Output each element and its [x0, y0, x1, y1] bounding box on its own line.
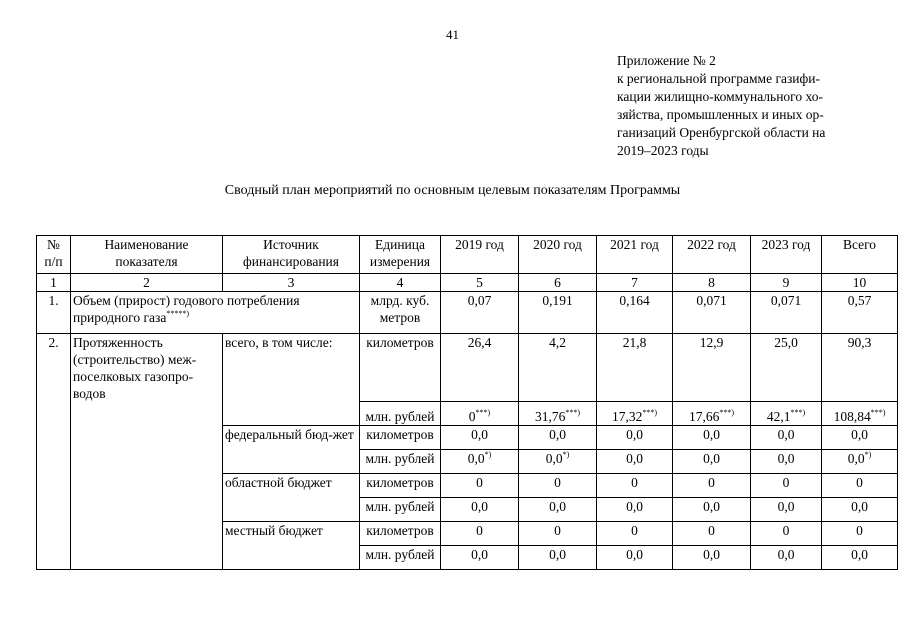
- cell-value: 0: [468, 409, 476, 424]
- value-total: 0,57: [822, 292, 898, 334]
- value-2019: [441, 334, 519, 402]
- footnote-mark: ***): [642, 408, 658, 417]
- table-row-pipeline-km: [37, 334, 898, 402]
- header-2022: 2022 год: [673, 236, 751, 274]
- cell-value: 0: [708, 523, 715, 538]
- unit-cell: млн. рублей: [360, 402, 441, 426]
- value-2022: [673, 334, 751, 402]
- funding-source: местный бюджет: [223, 522, 360, 570]
- value-2023: [751, 334, 822, 402]
- col-number: 2: [71, 274, 223, 292]
- value-total: [822, 426, 898, 450]
- value-total: [822, 402, 898, 426]
- unit-cell: километров: [360, 474, 441, 498]
- cell-value: 0: [631, 475, 638, 490]
- header-2019: 2019 год: [441, 236, 519, 274]
- value-2020: [519, 426, 597, 450]
- col-number: 7: [597, 274, 673, 292]
- cell-value: 0,0: [626, 547, 643, 562]
- cell-value: 0,0: [703, 547, 720, 562]
- value-2020: [519, 522, 597, 546]
- col-number: 10: [822, 274, 898, 292]
- cell-value: 0,0: [549, 547, 566, 562]
- cell-value: 25,0: [774, 335, 798, 350]
- value-2019: 0,07: [441, 292, 519, 334]
- value-2019: [441, 546, 519, 570]
- col-number: 4: [360, 274, 441, 292]
- cell-value: 12,9: [699, 335, 724, 350]
- value-2019: [441, 450, 519, 474]
- header-2023: 2023 год: [751, 236, 822, 274]
- value-2023: [751, 426, 822, 450]
- value-2022: [673, 474, 751, 498]
- cell-value: 4,2: [549, 335, 566, 350]
- value-2020: [519, 402, 597, 426]
- cell-value: 0,0: [703, 451, 720, 466]
- value-2020: [519, 474, 597, 498]
- cell-value: 0: [554, 523, 561, 538]
- value-2021: [597, 546, 673, 570]
- cell-value: 0,0: [549, 499, 566, 514]
- document-title: Сводный план мероприятий по основным целевым показателям Программы: [224, 183, 681, 198]
- cell-value: 0,0: [847, 451, 865, 466]
- header-source: Источник финансирования: [223, 236, 360, 274]
- cell-value: 0: [856, 475, 863, 490]
- value-2021: [597, 450, 673, 474]
- header-2020: 2020 год: [519, 236, 597, 274]
- value-2023: [751, 474, 822, 498]
- value-2023: 0,071: [751, 292, 822, 334]
- value-2022: [673, 546, 751, 570]
- cell-value: 0,0: [777, 427, 795, 442]
- value-total: [822, 522, 898, 546]
- value-2023: [751, 402, 822, 426]
- value-2023: [751, 450, 822, 474]
- value-2022: [673, 450, 751, 474]
- cell-value: 17,32: [611, 409, 643, 424]
- unit-cell: километров: [360, 522, 441, 546]
- cell-value: 21,8: [622, 335, 647, 350]
- cell-value: 0,0: [703, 499, 720, 514]
- cell-value: 0,0: [545, 451, 563, 466]
- value-2021: 0,164: [597, 292, 673, 334]
- cell-value: 0,0: [471, 427, 488, 442]
- row-number: 2.: [37, 334, 71, 570]
- footnote-mark: ***): [870, 408, 886, 417]
- unit-cell: млн. рублей: [360, 450, 441, 474]
- value-2022: [673, 426, 751, 450]
- value-2019: [441, 426, 519, 450]
- cell-value: 0,0: [851, 547, 868, 562]
- cell-value: 0,0: [549, 427, 566, 442]
- cell-value: 0,0: [467, 451, 485, 466]
- appendix-block: [617, 52, 825, 160]
- cell-value: 0,0: [851, 427, 868, 442]
- appendix-heading: Приложение № 2: [617, 53, 716, 68]
- value-2021: [597, 402, 673, 426]
- cell-value: 0: [554, 475, 561, 490]
- header-num: № п/п: [37, 236, 71, 274]
- cell-value: 0,0: [626, 427, 643, 442]
- cell-value: 0,0: [851, 499, 868, 514]
- value-2023: [751, 546, 822, 570]
- cell-value: 108,84: [833, 409, 871, 424]
- unit-cell: километров: [360, 426, 441, 450]
- value-2021: [597, 426, 673, 450]
- footnote-mark: *****): [166, 309, 190, 318]
- cell-value: 0,0: [777, 499, 795, 514]
- footnote-mark: ***): [790, 408, 806, 417]
- unit-cell: млрд. куб. метров: [360, 292, 441, 334]
- value-2022: [673, 522, 751, 546]
- cell-value: 0: [782, 475, 790, 490]
- value-2019: [441, 498, 519, 522]
- indicator-name: Протяженность (строительство) меж-поселковых газопро-водов: [71, 334, 223, 570]
- cell-value: 0: [708, 475, 715, 490]
- value-total: [822, 334, 898, 402]
- value-2023: [751, 498, 822, 522]
- cell-value: 31,76: [534, 409, 566, 424]
- target-indicators-table: [36, 235, 898, 570]
- footnote-mark: *): [864, 450, 872, 459]
- value-total: [822, 546, 898, 570]
- funding-source: всего, в том числе:: [223, 334, 360, 426]
- footnote-mark: *): [484, 450, 492, 459]
- footnote-mark: ***): [475, 408, 491, 417]
- header-row: [37, 236, 898, 274]
- cell-value: 0,0: [777, 451, 795, 466]
- col-number: 6: [519, 274, 597, 292]
- value-2021: [597, 334, 673, 402]
- row-number: 1.: [37, 292, 71, 334]
- cell-value: 0,0: [471, 499, 488, 514]
- cell-value: 0: [476, 523, 483, 538]
- funding-source: областной бюджет: [223, 474, 360, 522]
- value-2022: 0,071: [673, 292, 751, 334]
- value-2020: [519, 450, 597, 474]
- value-2020: [519, 546, 597, 570]
- cell-value: 0,0: [703, 427, 720, 442]
- header-name: Наименование показателя: [71, 236, 223, 274]
- cell-value: 0,0: [471, 547, 488, 562]
- value-2020: 0,191: [519, 292, 597, 334]
- cell-value: 0,0: [626, 451, 643, 466]
- header-unit: Единица измерения: [360, 236, 441, 274]
- col-number: 1: [37, 274, 71, 292]
- value-2021: [597, 498, 673, 522]
- indicator-name: [71, 292, 360, 334]
- value-2021: [597, 522, 673, 546]
- col-number: 5: [441, 274, 519, 292]
- value-2020: [519, 498, 597, 522]
- table-row-gas-consumption: [37, 292, 898, 334]
- column-number-row: [37, 274, 898, 292]
- value-2022: [673, 402, 751, 426]
- cell-value: 26,4: [467, 335, 492, 350]
- value-2021: [597, 474, 673, 498]
- col-number: 8: [673, 274, 751, 292]
- footnote-mark: ***): [565, 408, 581, 417]
- footnote-mark: *): [562, 450, 570, 459]
- cell-value: 42,1: [766, 409, 791, 424]
- col-number: 9: [751, 274, 822, 292]
- value-2019: [441, 474, 519, 498]
- cell-value: 90,3: [847, 335, 872, 350]
- col-number: 3: [223, 274, 360, 292]
- unit-cell: млн. рублей: [360, 546, 441, 570]
- value-2020: [519, 334, 597, 402]
- cell-value: 0: [782, 523, 790, 538]
- funding-source: федеральный бюд-жет: [223, 426, 360, 474]
- page-number: 41: [446, 27, 459, 42]
- appendix-body: к региональной программе газифи- кации жилищно-коммунального хо- зяйства, промышленных и иных ор- ганизаций Оренбургской области на 2019–2023 годы: [617, 71, 826, 158]
- unit-cell: километров: [360, 334, 441, 402]
- header-total: Всего: [822, 236, 898, 274]
- cell-value: 0: [856, 523, 863, 538]
- unit-cell: млн. рублей: [360, 498, 441, 522]
- value-2019: [441, 522, 519, 546]
- value-2023: [751, 522, 822, 546]
- value-2022: [673, 498, 751, 522]
- value-total: [822, 450, 898, 474]
- pipeline-rows: [37, 334, 898, 570]
- header-2021: 2021 год: [597, 236, 673, 274]
- footnote-mark: ***): [719, 408, 735, 417]
- cell-value: 0: [631, 523, 638, 538]
- cell-value: 0: [476, 475, 483, 490]
- cell-value: 0,0: [777, 547, 795, 562]
- cell-value: 0,0: [626, 499, 643, 514]
- value-total: [822, 474, 898, 498]
- indicator-name-text: Объем (прирост) годового потребления природного газа: [73, 293, 300, 325]
- cell-value: 17,66: [688, 409, 720, 424]
- value-total: [822, 498, 898, 522]
- value-2019: [441, 402, 519, 426]
